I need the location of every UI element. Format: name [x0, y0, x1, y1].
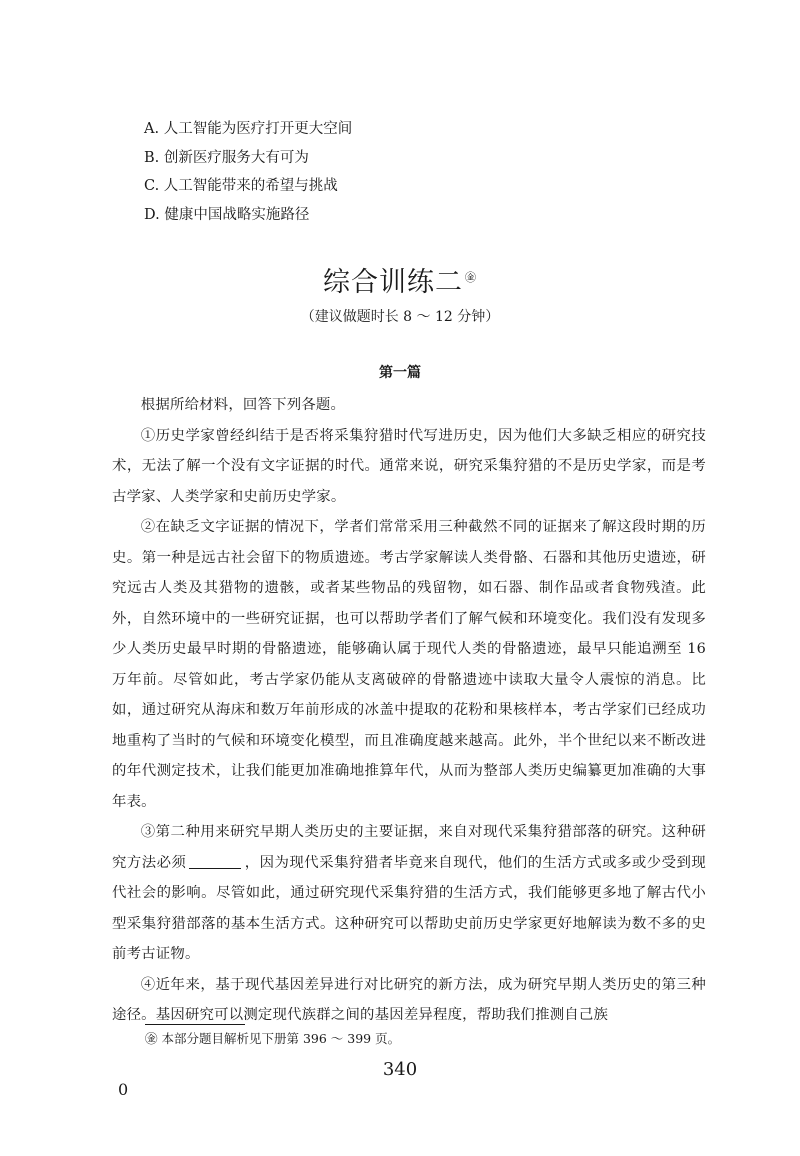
fill-in-blank	[189, 854, 241, 869]
paragraph-3	[112, 817, 706, 970]
title-text: 综合训练二	[323, 267, 463, 298]
paragraph-2: ②在缺乏文字证据的情况下，学者们常常采用三种截然不同的证据来了解这段时期的历史。第一种是远古社会留下的物质遗迹。考古学家解读人类骨骼、石器和其他历史遗迹，研究远古人类及其猎物的遗骸，或者某些物品的残留物，如石器、制作品或者食物残渣。此外，自然环境中的一些研究证据，也可以帮助学者们了解气候和环境变化。我们没有发现多少人类历史最早时期的骨骼遗迹，能够确认属于现代人类的骨骼遗迹，最早只能追溯至 16 万年前。尽管如此，考古学家仍能从支离破碎的骨骼遗迹中读取大量令人震惊的消息。比如，通过研究从海床和数万年前形成的冰盖中提取的花粉和果核样本，考古学家们已经成功地重构了当时的气候和环境变化模型，而且准确度越来越高。此外，半个世纪以来不断改进的年代测定技术，让我们能更加准确地推算年代，从而为整部人类历史编纂更加准确的大事年表。	[112, 519, 706, 810]
footnote: ㊎ 本部分题目解析见下册第 396 ～ 399 页。	[145, 1031, 401, 1046]
page-subtitle: （建议做题时长 8 ～ 12 分钟）	[300, 309, 500, 325]
paragraph-3-part-a: ③第二种用来研究早期人类历史的主要证据，来自对现代采集狩猎部落的研究。这种研究方法必须	[112, 824, 706, 871]
option-d: D. 健康中国战略实施路径	[144, 206, 310, 223]
corner-mark: 0	[118, 1080, 129, 1099]
paragraph-1: ①历史学家曾经纠结于是否将采集狩猎时代写进历史，因为他们大多缺乏相应的研究技术，无法了解一个没有文字证据的时代。通常来说，研究采集狩猎的不是历史学家，而是考古学家、人类学家和史前历史学家。	[112, 427, 706, 505]
answer-options	[144, 115, 704, 229]
page-number: 340	[382, 1059, 418, 1080]
paragraph-4: ④近年来，基于现代基因差异进行对比研究的新方法，成为研究早期人类历史的第三种途径。基因研究可以测定现代族群之间的基因差异程度，帮助我们推测自己族	[112, 976, 706, 1023]
paragraph-3-part-b: ，因为现代采集狩猎者毕竟来自现代，他们的生活方式或多或少受到现代社会的影响。尽管如此，通过研究现代采集狩猎的生活方式，我们能够更多地了解古代小型采集狩猎部落的基本生活方式。这种研究可以帮助史前历史学家更好地解读为数不多的史前考古证物。	[112, 854, 706, 962]
option-a: A. 人工智能为医疗打开更大空间	[144, 121, 353, 137]
footnote-marker: ㊎	[465, 271, 477, 284]
option-c: C. 人工智能带来的希望与挑战	[144, 178, 338, 194]
option-b: B. 创新医疗服务大有可为	[144, 149, 309, 166]
section-heading: 第一篇	[379, 365, 421, 381]
page-title	[0, 258, 800, 303]
footnote-divider	[145, 1024, 245, 1025]
passage-body	[112, 390, 706, 1031]
instruction-text: 根据所给材料，回答下列各题。	[140, 397, 346, 413]
